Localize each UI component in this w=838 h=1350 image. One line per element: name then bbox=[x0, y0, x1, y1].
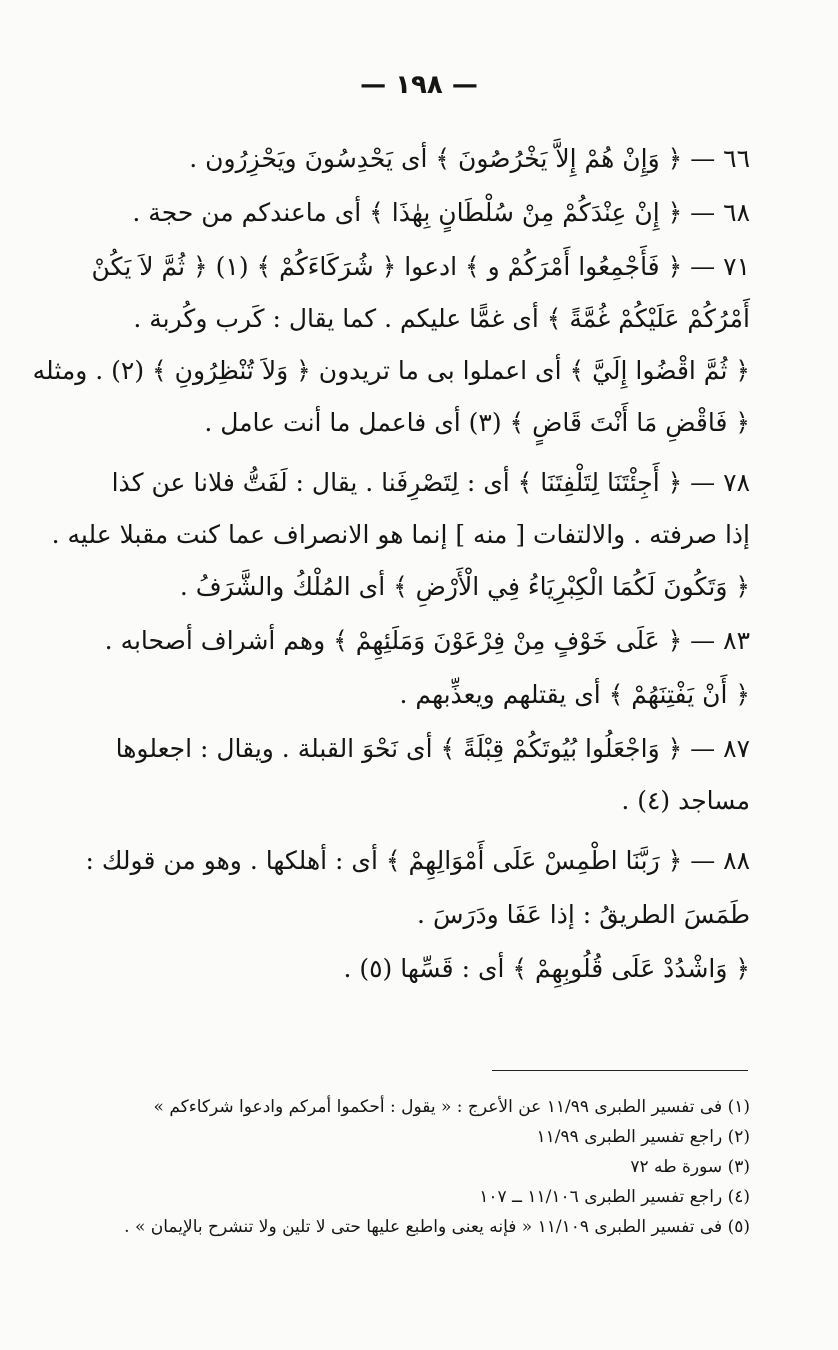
body-line-verse-78: ٧٨ — ﴿ أَجِئْتَنَا لِتَلْفِتَنَا ﴾ أى : لِتَصْرِفَنا . يقال : لَفَتُّ فلانا عن كذا bbox=[111, 468, 750, 497]
footnote-3: (٣) سورة طه ٧٢ bbox=[630, 1157, 750, 1177]
body-line: ﴿ فَاقْضِ مَا أَنْتَ قَاضٍ ﴾ (٣) أى فاعمل ما أنت عامل . bbox=[204, 408, 750, 437]
body-line-verse-68: ٦٨ — ﴿ إِنْ عِنْدَكُمْ مِنْ سُلْطَانٍ بِهٰذَا ﴾ أى ماعندكم من حجة . bbox=[132, 198, 750, 227]
body-line: ﴿ أَنْ يَفْتِنَهُمْ ﴾ أى يقتلهم ويعذِّبهم . bbox=[399, 680, 750, 709]
body-line: أَمْرُكُمْ عَلَيْكُمْ غُمَّةً ﴾ أى غمًّا عليكم . كما يقال : كَرب وكُربة . bbox=[133, 304, 750, 333]
body-line: ﴿ ثُمَّ اقْضُوا إِلَيَّ ﴾ أى اعملوا بى ما تريدون ﴿ وَلاَ تُنْظِرُونِ ﴾ (٢) . ومثله bbox=[32, 356, 750, 385]
body-line-verse-87: ٨٧ — ﴿ وَاجْعَلُوا بُيُوتَكُمْ قِبْلَةً ﴾ أى نَحْوَ القبلة . ويقال : اجعلوها bbox=[115, 734, 750, 763]
footnote-divider bbox=[492, 1070, 748, 1071]
page-body bbox=[32, 132, 750, 996]
body-line-verse-66: ٦٦ — ﴿ وَإِنْ هُمْ إِلاَّ يَخْرُصُونَ ﴾ أى يَحْدِسُونَ ويَحْزِرُون . bbox=[189, 144, 750, 173]
footnote-5: (٥) فى تفسير الطبرى ١١/١٠٩ « فإنه يعنى واطبع عليها حتى لا تلين ولا تنشرح بالإيمان » . bbox=[124, 1217, 750, 1237]
page-number: — ١٩٨ — bbox=[360, 70, 478, 100]
body-line-verse-71: ٧١ — ﴿ فَأَجْمِعُوا أَمْرَكُمْ و ﴾ ادعوا ﴿ شُرَكَاءَكُمْ ﴾ (١) ﴿ ثُمَّ لاَ يَكُنْ bbox=[91, 252, 750, 281]
footnote-4: (٤) راجع تفسير الطبرى ١١/١٠٦ ــ ١٠٧ bbox=[479, 1187, 750, 1207]
footnotes bbox=[80, 1092, 750, 1242]
body-line: مساجد (٤) . bbox=[621, 786, 750, 815]
footnote-2: (٢) راجع تفسير الطبرى ١١/٩٩ bbox=[536, 1127, 750, 1147]
footnote-1: (١) فى تفسير الطبرى ١١/٩٩ عن الأعرج : « يقول : أحكموا أمركم وادعوا شركاءكم » bbox=[153, 1097, 750, 1117]
body-line-verse-88: ٨٨ — ﴿ رَبَّنَا اطْمِسْ عَلَى أَمْوَالِهِمْ ﴾ أى : أهلكها . وهو من قولك : bbox=[85, 846, 750, 875]
body-line: طَمَسَ الطريقُ : إذا عَفَا ودَرَسَ . bbox=[417, 900, 750, 929]
body-line: إذا صرفته . والالتفات [ منه ] إنما هو الانصراف عما كنت مقبلا عليه . bbox=[51, 520, 750, 549]
body-line-verse-83: ٨٣ — ﴿ عَلَى خَوْفٍ مِنْ فِرْعَوْنَ وَمَلَئِهِمْ ﴾ وهم أشراف أصحابه . bbox=[104, 626, 750, 655]
body-line: ﴿ وَتَكُونَ لَكُمَا الْكِبْرِيَاءُ فِي الْأَرْضِ ﴾ أى المُلْكُ والشَّرَفُ . bbox=[179, 572, 750, 601]
body-line: ﴿ وَاشْدُدْ عَلَى قُلُوبِهِمْ ﴾ أى : قَسِّها (٥) . bbox=[343, 954, 750, 983]
